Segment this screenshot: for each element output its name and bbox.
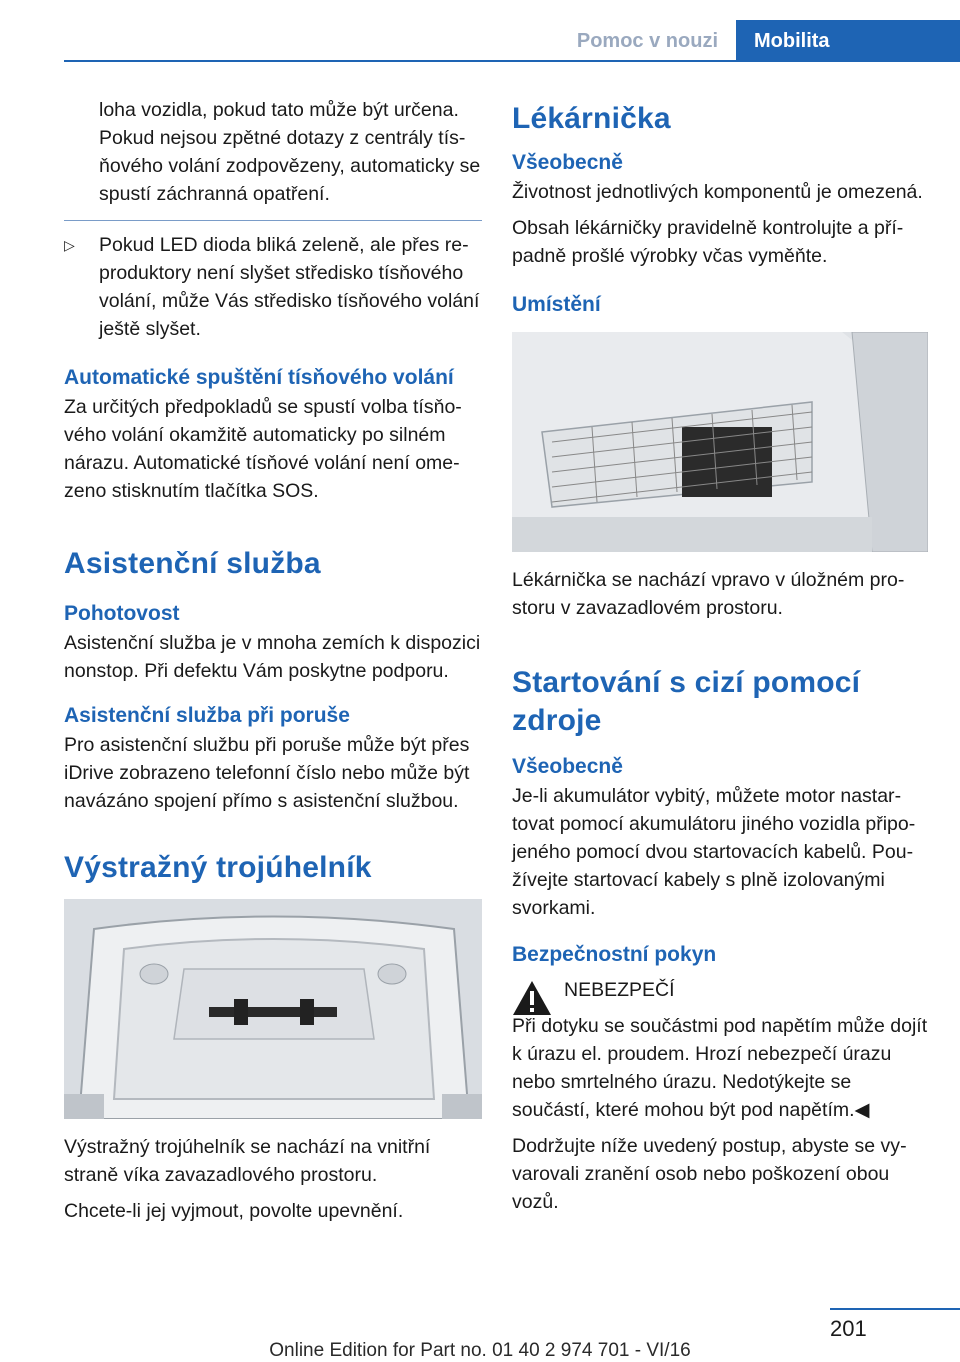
general-text-2: Obsah lékárničky pravidelně kontrolujte a případně prošlé výrobky včas vyměňte. xyxy=(512,217,904,267)
led-bullet-item xyxy=(64,231,482,343)
danger-label: NEBEZPEČÍ xyxy=(564,979,675,1001)
continued-paragraph: loha vozidla, pokud tato může být určena. Pokud nejsou zpětné dotazy z centrály tísňového volání zodpovězeny, automaticky se spustí záchranná opatření. xyxy=(99,99,481,205)
heading-warning-triangle: Výstražný trojúhelník xyxy=(64,851,372,884)
header-section-tab[interactable]: Pomoc v nouzi xyxy=(576,30,718,52)
heading-auto-emergency: Automatické spuštění tísňového volání xyxy=(64,366,454,389)
page-number: 201 xyxy=(830,1316,867,1341)
breakdown-assistance-text: Pro asistenční službu při poruše může být přes iDrive zobrazeno telefonní číslo nebo může být navázáno spojení přímo s asistenční službou. xyxy=(64,734,470,812)
header-chapter-tab[interactable]: Mobilita xyxy=(736,20,960,62)
warning-triangle-icon xyxy=(512,980,552,1016)
availability-text: Asistenční služba je v mnoha zemích k dispozici nonstop. Při defektu Vám poskytne podporu. xyxy=(64,632,481,682)
right-column xyxy=(512,96,928,1224)
auto-emergency-text: Za určitých předpokladů se spustí volba tísňového volání okamžitě automaticky po silném nárazu. Automatické tísňové volání není omezeno stisknutím tlačítka SOS. xyxy=(64,396,462,502)
trunk-lid-illustration xyxy=(64,899,482,1119)
heading-availability: Pohotovost xyxy=(64,602,180,625)
heading-general: Všeobecně xyxy=(512,151,623,174)
edition-footer: Online Edition for Part no. 01 40 2 974 701 - VI/16 xyxy=(269,1340,691,1361)
left-column xyxy=(64,96,482,1233)
heading-general-2: Všeobecně xyxy=(512,755,623,778)
danger-text: Při dotyku se součástmi pod napětím může dojít k úrazu el. proudem. Hrozí nebezpečí úrazu nebo smrtelného úrazu. Nedotýkejte se součástí, které mohou být pod napětím.◀ xyxy=(512,1015,928,1121)
location-text: Lékárnička se nachází vpravo v úložném prostoru v zavazadlovém prostoru. xyxy=(512,569,905,619)
danger-warning xyxy=(512,976,928,1124)
heading-location: Umístění xyxy=(512,293,601,316)
heading-assistance: Asistenční služba xyxy=(64,547,321,580)
footer-rule xyxy=(830,1308,960,1310)
triangle-bullet-icon: ▷ xyxy=(64,237,75,253)
heading-safety-notice: Bezpečnostní pokyn xyxy=(512,943,717,966)
jump-start-text: Je-li akumulátor vybitý, můžete motor nastartovat pomocí akumulátoru jiného vozidla připojeného pomocí dvou startovacích kabelů. Používejte startovací kabely s plně izolovanými svorkami. xyxy=(512,785,916,919)
heading-jump-start: Startování s cizí pomocí zdroje xyxy=(512,666,861,737)
follow-procedure-text: Dodržujte níže uvedený postup, abyste se vyvarovali zranění osob nebo poškození obou vozů. xyxy=(512,1135,907,1213)
storage-net-image xyxy=(512,332,928,552)
led-bullet-text: Pokud LED dioda bliká zeleně, ale přes reproduktory není slyšet středisko tísňového volání, může Vás středisko tísňového volání ještě slyšet. xyxy=(99,234,480,340)
bullet-divider xyxy=(64,220,482,221)
triangle-removal-text: Chcete-li jej vyjmout, povolte upevnění. xyxy=(64,1200,404,1222)
storage-net-illustration xyxy=(512,332,928,552)
heading-first-aid-kit: Lékárnička xyxy=(512,102,671,135)
heading-breakdown-assistance: Asistenční služba při poruše xyxy=(64,704,350,727)
triangle-location-text: Výstražný trojúhelník se nachází na vnitřní straně víka zavazadlového prostoru. xyxy=(64,1136,431,1186)
general-text-1: Životnost jednotlivých komponentů je omezená. xyxy=(512,181,923,203)
trunk-lid-image xyxy=(64,899,482,1119)
